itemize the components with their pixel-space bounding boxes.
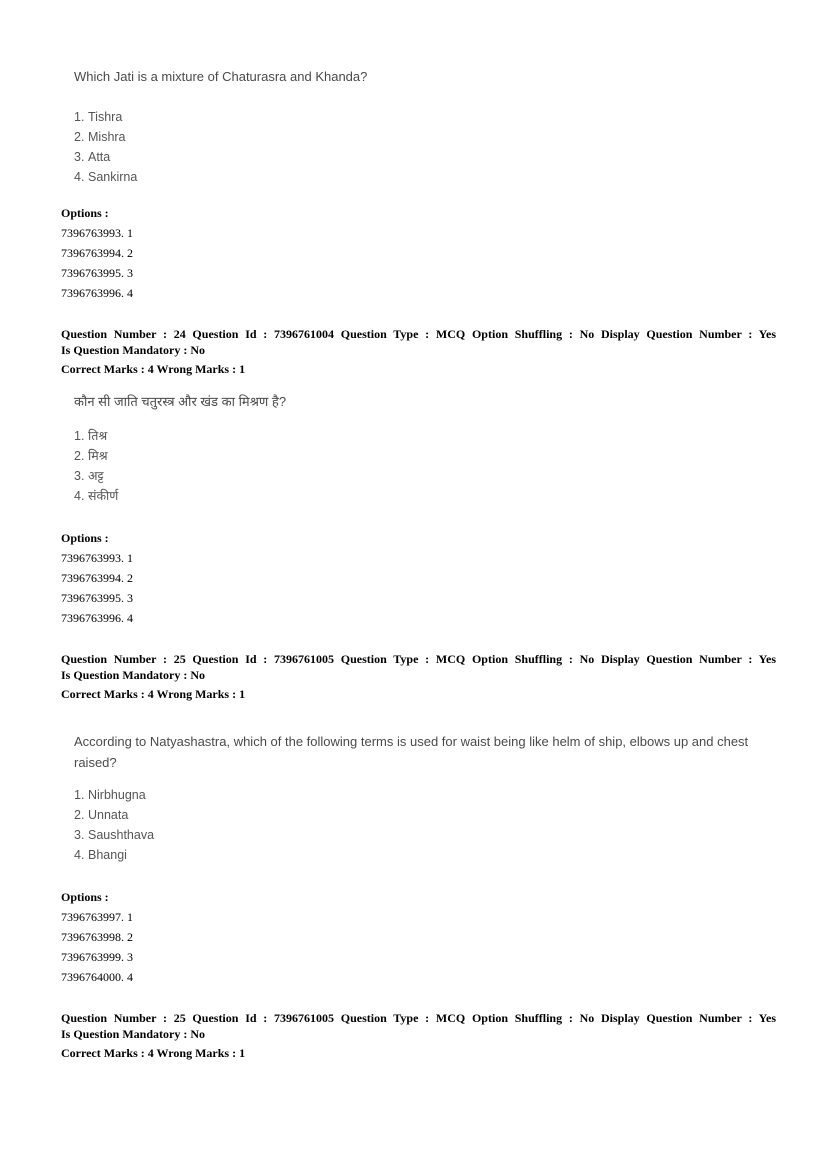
choice-item: 2. Mishra [74, 130, 126, 144]
choice-item: 4. Sankirna [74, 170, 138, 184]
marks-line: Correct Marks : 4 Wrong Marks : 1 [61, 687, 246, 701]
option-line: 7396763995. 3 [61, 591, 133, 605]
question-image [74, 391, 286, 506]
option-line: 7396763999. 3 [61, 950, 133, 964]
choice-item: 4. संकीर्ण [74, 489, 119, 503]
question-meta [61, 651, 776, 702]
options-header: Options : [61, 206, 109, 220]
question-meta [61, 1010, 776, 1061]
choice-item: 1. तिश्र [74, 429, 108, 443]
choice-list [74, 426, 286, 506]
option-line: 7396763995. 3 [61, 266, 133, 280]
option-line: 7396763996. 4 [61, 286, 133, 300]
marks-line: Correct Marks : 4 Wrong Marks : 1 [61, 362, 246, 376]
question-text: कौन सी जाति चतुरस्त्र और खंड का मिश्रण है? [74, 394, 287, 409]
mandatory-line: Is Question Mandatory : No [61, 1027, 206, 1041]
option-line: 7396763994. 2 [61, 571, 133, 585]
option-line: 7396763996. 4 [61, 611, 133, 625]
choice-item: 2. मिश्र [74, 449, 108, 463]
options-header: Options : [61, 531, 109, 545]
choice-item: 1. Tishra [74, 110, 123, 124]
marks-line: Correct Marks : 4 Wrong Marks : 1 [61, 1046, 246, 1060]
choice-item: 3. Saushthava [74, 828, 155, 842]
question-text: Which Jati is a mixture of Chaturasra and Khanda? [74, 69, 368, 84]
options-list [61, 887, 133, 987]
choice-list [74, 107, 367, 187]
option-line: 7396763997. 1 [61, 910, 133, 924]
option-line: 7396764000. 4 [61, 970, 133, 984]
question-meta-line: Question Number : 24 Question Id : 7396761004 Question Type : MCQ Option Shuffling : No Display Question Number : Yes [61, 327, 776, 341]
choice-item: 3. अट्ट [74, 469, 104, 483]
option-line: 7396763998. 2 [61, 930, 133, 944]
mandatory-line: Is Question Mandatory : No [61, 668, 206, 682]
mandatory-line: Is Question Mandatory : No [61, 343, 206, 357]
question-image [74, 66, 367, 187]
options-header: Options : [61, 890, 109, 904]
options-list [61, 203, 133, 303]
question-meta-line: Question Number : 25 Question Id : 7396761005 Question Type : MCQ Option Shuffling : No Display Question Number : Yes [61, 652, 776, 666]
choice-item: 2. Unnata [74, 808, 129, 822]
choice-item: 1. Nirbhugna [74, 788, 146, 802]
option-line: 7396763993. 1 [61, 551, 133, 565]
options-list [61, 528, 133, 628]
question-text: According to Natyashastra, which of the following terms is used for waist being like helm of ship, elbows up and chest raised? [74, 734, 749, 770]
option-line: 7396763994. 2 [61, 246, 133, 260]
option-line: 7396763993. 1 [61, 226, 133, 240]
question-meta [61, 326, 776, 377]
question-image [74, 731, 774, 865]
choice-list [74, 785, 774, 865]
question-meta-line: Question Number : 25 Question Id : 7396761005 Question Type : MCQ Option Shuffling : No Display Question Number : Yes [61, 1011, 776, 1025]
choice-item: 3. Atta [74, 150, 111, 164]
choice-item: 4. Bhangi [74, 848, 127, 862]
